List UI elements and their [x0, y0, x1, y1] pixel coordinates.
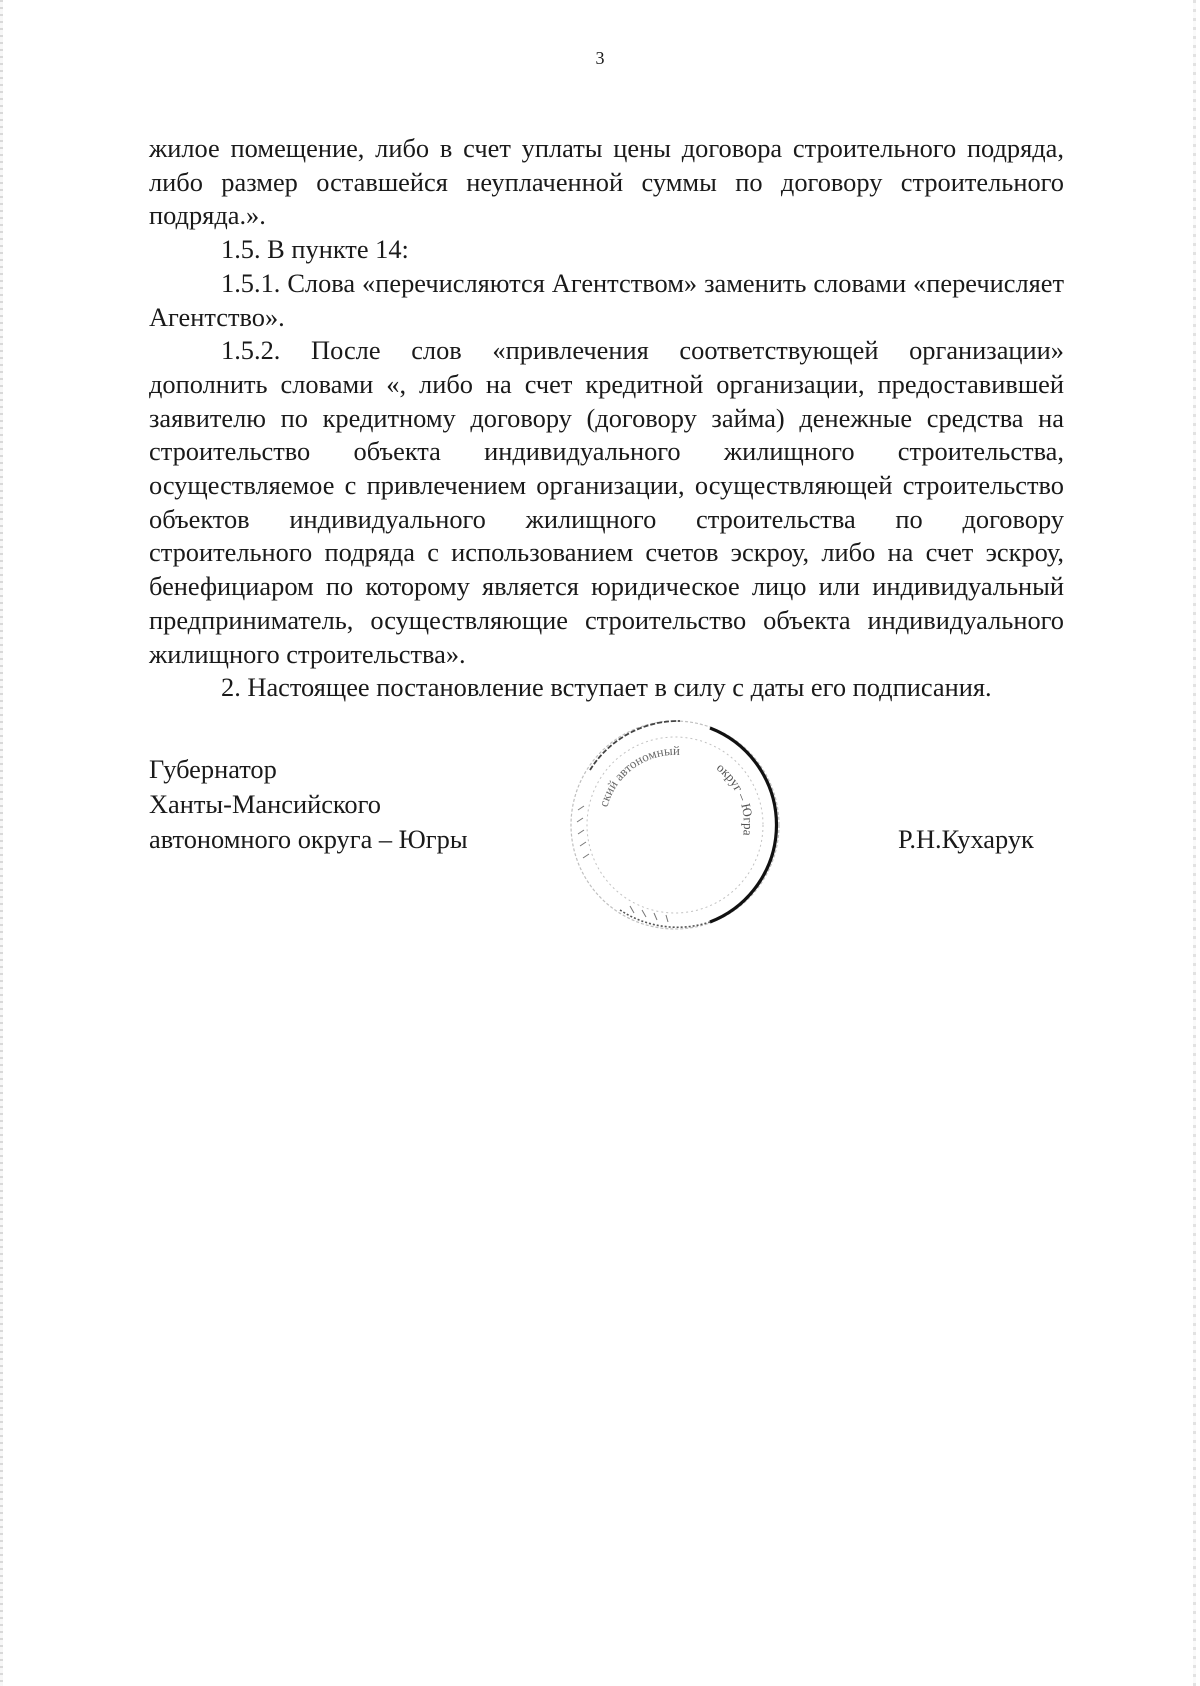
seal-text-right: округ – Югра: [713, 759, 756, 837]
svg-text:ский автономный: [596, 743, 680, 809]
seal-text-top: ский автономный: [595, 742, 681, 809]
official-seal-stamp: [560, 710, 790, 940]
paragraph: 1.5. В пункте 14:: [221, 234, 409, 265]
scan-edge-left: [0, 0, 3, 1686]
svg-text:округ – Югра: [714, 760, 756, 837]
paragraph: 1.5.1. Слова «перечисляются Агентством» заменить словами «перечисляет Агентство».: [149, 267, 1064, 332]
document-body: [149, 132, 1064, 705]
paragraph: 1.5.2. После слов «привлечения соответствующей организации» дополнить словами «, либо на счет кредитной организации, предоставившей заявителю по кредитному договору (договору займа) денежные средства на строительство объекта индивидуального жилищного строительства, осуществляемое с привлечением организации, осуществляющей строительство объектов индивидуального жилищного строительства по договору строительного подряда с использованием счетов эскроу, либо на счет эскроу, бенефициаром по которому является юридическое лицо или индивидуальный предприниматель, осуществляющие строительство объекта индивидуального жилищного строительства».: [149, 335, 1064, 669]
position-line: Ханты-Мансийского: [149, 789, 381, 819]
signatory-position: [149, 752, 468, 857]
paragraph: 2. Настоящее постановление вступает в силу с даты его подписания.: [221, 672, 992, 703]
position-line: автономного округа – Югры: [149, 824, 468, 854]
signatory-name: Р.Н.Кухарук: [898, 824, 1034, 854]
page-number: 3: [595, 48, 605, 68]
scan-edge-right: [1193, 0, 1196, 1686]
seal-graphic: [560, 710, 790, 940]
paragraph: жилое помещение, либо в счет уплаты цены договора строительного подряда, либо размер оставшейся неуплаченной суммы по договору строительного подряда.».: [149, 133, 1064, 231]
position-line: Губернатор: [149, 754, 277, 784]
